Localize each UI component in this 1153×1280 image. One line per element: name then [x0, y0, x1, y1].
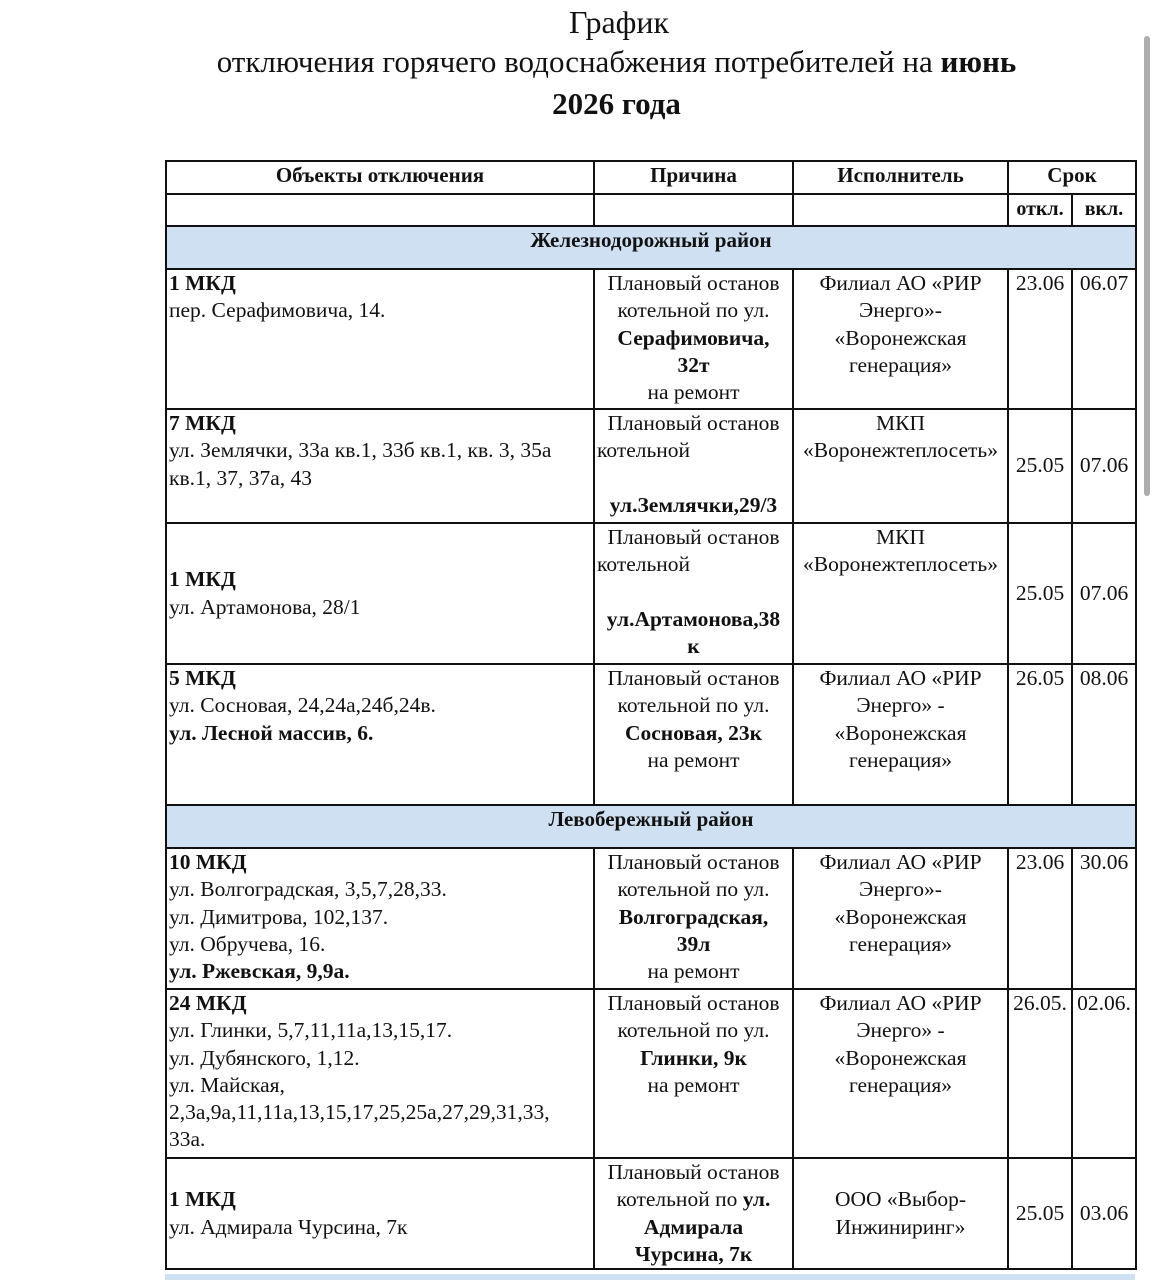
building-count: 7 МКД — [169, 411, 236, 435]
address-line: кв.1, 37, 37а, 43 — [169, 465, 313, 490]
reason-line — [597, 1186, 790, 1213]
executor-line: Филиал АО «РИР — [819, 666, 982, 690]
reason-line: на ремонт — [647, 747, 740, 772]
executor-line: Инжиниринг» — [835, 1214, 966, 1239]
date-on: 03.06 — [1072, 1158, 1136, 1269]
executor-line: генерация» — [848, 352, 953, 377]
header-reason: Причина — [594, 161, 793, 194]
date-on: 30.06 — [1072, 848, 1136, 989]
building-count: 1 МКД — [169, 271, 236, 295]
date-on: 07.06 — [1072, 409, 1136, 523]
spacer — [597, 579, 790, 606]
date-off: 26.05 — [1008, 664, 1072, 805]
address-line: ул. Адмирала Чурсина, 7к — [169, 1214, 408, 1239]
title-line-2-text: отключения горячего водоснабжения потребителей на — [216, 44, 941, 79]
building-count: 24 МКД — [169, 991, 247, 1015]
table-row — [166, 1158, 1136, 1269]
objects-cell — [166, 664, 594, 805]
reason-cell — [594, 269, 793, 409]
reason-line: на ремонт — [647, 380, 740, 405]
reason-line: на ремонт — [647, 1072, 740, 1097]
address-line: ул. Обручева, 16. — [169, 931, 326, 956]
reason-boiler — [597, 931, 790, 958]
subheader-empty — [793, 194, 1008, 226]
next-district-band — [165, 1274, 1135, 1280]
executor-line: «Воронежтеплосеть» — [802, 438, 998, 463]
building-count: 10 МКД — [169, 850, 247, 874]
reason-cell — [594, 409, 793, 523]
executor-line: «Воронежская — [834, 325, 967, 350]
executor-line: Филиал АО «РИР — [819, 991, 982, 1015]
district-name: Левобережный район — [166, 805, 1136, 848]
executor-cell — [793, 1158, 1008, 1269]
reason-line: котельной — [597, 552, 691, 577]
reason-line: Плановый останов — [607, 525, 780, 549]
reason-boiler — [597, 904, 790, 931]
district-name: Железнодорожный район — [166, 226, 1136, 269]
executor-cell — [793, 269, 1008, 409]
reason-cell — [594, 523, 793, 664]
executor-cell — [793, 989, 1008, 1158]
reason-boiler-line: Глинки, 9к — [640, 1045, 747, 1070]
date-off: 25.05 — [1008, 523, 1072, 664]
date-on: 07.06 — [1072, 523, 1136, 664]
title-line-1: График — [568, 4, 670, 40]
reason-boiler-line: ул.Артамонова,38 — [606, 606, 781, 631]
address-line-bold — [169, 720, 591, 747]
address-line: ул. Артамонова, 28/1 — [169, 594, 361, 619]
reason-boiler — [597, 1241, 790, 1268]
address-line: ул. Волгоградская, 3,5,7,28,33. — [169, 877, 447, 902]
header-executor: Исполнитель — [793, 161, 1008, 194]
reason-line: на ремонт — [647, 959, 740, 984]
table-row — [166, 664, 1136, 805]
reason-line-text: котельной по — [616, 1187, 738, 1212]
executor-line: «Воронежская — [834, 1045, 967, 1070]
district-row — [166, 226, 1136, 269]
reason-boiler-line: Сосновая, 23к — [624, 720, 763, 745]
reason-boiler-line: Волгоградская, — [618, 904, 769, 929]
reason-line: Плановый останов — [607, 991, 780, 1015]
objects-cell — [166, 1158, 594, 1269]
reason-line: Плановый останов — [607, 1160, 780, 1184]
table-row — [166, 989, 1136, 1158]
reason-boiler — [597, 1045, 790, 1072]
executor-cell — [793, 409, 1008, 523]
reason-cell — [594, 848, 793, 989]
table-row — [166, 848, 1136, 989]
executor-line: «Воронежская — [834, 904, 967, 929]
address-line: 33а. — [169, 1127, 206, 1152]
executor-line: Энерго» - — [856, 1018, 945, 1043]
address-line: ул. Майская, — [169, 1072, 285, 1097]
executor-line: генерация» — [848, 747, 953, 772]
executor-cell — [793, 848, 1008, 989]
executor-line: генерация» — [848, 1072, 953, 1097]
reason-boiler-line: ул.Землячки,29/3 — [609, 492, 778, 517]
objects-cell — [166, 409, 594, 523]
address-line: 2,3а,9а,11,11а,13,15,17,25,25а,27,29,31,33, — [169, 1100, 550, 1125]
reason-boiler — [597, 1214, 790, 1241]
title-line-3: 2026 года — [552, 86, 681, 121]
executor-line: Энерго»- — [859, 298, 942, 323]
objects-cell — [166, 989, 594, 1158]
executor-cell — [793, 664, 1008, 805]
date-off: 23.06 — [1008, 848, 1072, 989]
reason-boiler-line: Серафимовича, — [617, 325, 770, 350]
subheader-empty — [166, 194, 594, 226]
date-on: 06.07 — [1072, 269, 1136, 409]
reason-line: Плановый останов — [607, 666, 780, 690]
header-objects: Объекты отключения — [166, 161, 594, 194]
address-bold-text: ул. Ржевская, 9,9а. — [169, 959, 350, 984]
reason-cell — [594, 664, 793, 805]
executor-line: Энерго»- — [859, 877, 942, 902]
reason-boiler — [597, 720, 790, 747]
building-count: 1 МКД — [169, 1187, 236, 1212]
district-row — [166, 805, 1136, 848]
table-row — [166, 523, 1136, 664]
address-line: ул. Дубянского, 1,12. — [169, 1045, 360, 1070]
reason-boiler-line: к — [687, 633, 700, 658]
executor-line: Энерго» - — [856, 693, 945, 718]
reason-boiler-line: Адмирала — [643, 1214, 744, 1239]
address-line: пер. Серафимовича, 14. — [169, 298, 386, 323]
objects-cell — [166, 523, 594, 664]
table-header-row — [166, 161, 1136, 194]
reason-line: котельной по ул. — [617, 1018, 770, 1043]
reason-boiler-line: 32т — [677, 352, 710, 377]
reason-line: Плановый останов — [607, 411, 780, 435]
date-off: 23.06 — [1008, 269, 1072, 409]
executor-line: ООО «Выбор- — [834, 1187, 967, 1212]
reason-cell — [594, 1158, 793, 1269]
table-row — [166, 409, 1136, 523]
building-count: 5 МКД — [169, 666, 236, 690]
table-row — [166, 269, 1136, 409]
header-on: вкл. — [1072, 194, 1136, 226]
table-subheader-row — [166, 194, 1136, 226]
date-off: 25.05 — [1008, 1158, 1072, 1269]
building-count: 1 МКД — [169, 567, 236, 592]
reason-boiler — [597, 492, 790, 519]
objects-cell — [166, 269, 594, 409]
executor-line: генерация» — [848, 931, 953, 956]
header-term: Срок — [1008, 161, 1136, 194]
reason-line: котельной по ул. — [617, 693, 770, 718]
objects-cell — [166, 848, 594, 989]
header-off: откл. — [1008, 194, 1072, 226]
scrollbar[interactable] — [1144, 36, 1150, 496]
reason-line: Плановый останов — [607, 271, 780, 295]
executor-cell — [793, 523, 1008, 664]
reason-boiler — [597, 352, 790, 379]
title-month: июнь — [940, 44, 1017, 79]
reason-boiler — [597, 325, 790, 352]
date-off: 26.05. — [1008, 989, 1072, 1158]
address-bold-text: ул. Лесной массив, 6. — [169, 720, 374, 745]
address-line: ул. Сосновая, 24,24а,24б,24в. — [169, 693, 436, 718]
reason-boiler-line: ул. — [742, 1187, 771, 1212]
reason-boiler-line: 39л — [676, 931, 711, 956]
date-on: 02.06. — [1072, 989, 1136, 1158]
spacer — [597, 465, 790, 492]
executor-line: «Воронежтеплосеть» — [802, 552, 998, 577]
reason-line: котельной — [597, 438, 691, 463]
executor-line: Филиал АО «РИР — [819, 271, 982, 295]
date-off: 25.05 — [1008, 409, 1072, 523]
schedule-table — [165, 160, 1137, 1270]
reason-boiler — [597, 633, 790, 660]
date-on: 08.06 — [1072, 664, 1136, 805]
reason-cell — [594, 989, 793, 1158]
executor-line: «Воронежская — [834, 720, 967, 745]
executor-line: МКП — [876, 525, 925, 549]
executor-line: Филиал АО «РИР — [819, 850, 982, 874]
reason-line: котельной по ул. — [617, 877, 770, 902]
subheader-empty — [594, 194, 793, 226]
reason-line: Плановый останов — [607, 850, 780, 874]
address-line-bold — [169, 958, 591, 985]
reason-boiler — [597, 606, 790, 633]
reason-line: котельной по ул. — [617, 298, 770, 323]
address-line: ул. Димитрова, 102,137. — [169, 904, 389, 929]
reason-boiler-line: Чурсина, 7к — [634, 1241, 753, 1266]
address-line: ул. Глинки, 5,7,11,11а,13,15,17. — [169, 1018, 453, 1043]
address-line: ул. Землячки, 33а кв.1, 33б кв.1, кв. 3, 35а — [169, 438, 552, 463]
title-line-2 — [0, 42, 1153, 82]
executor-line: МКП — [876, 411, 925, 435]
document-title — [0, 0, 1153, 126]
